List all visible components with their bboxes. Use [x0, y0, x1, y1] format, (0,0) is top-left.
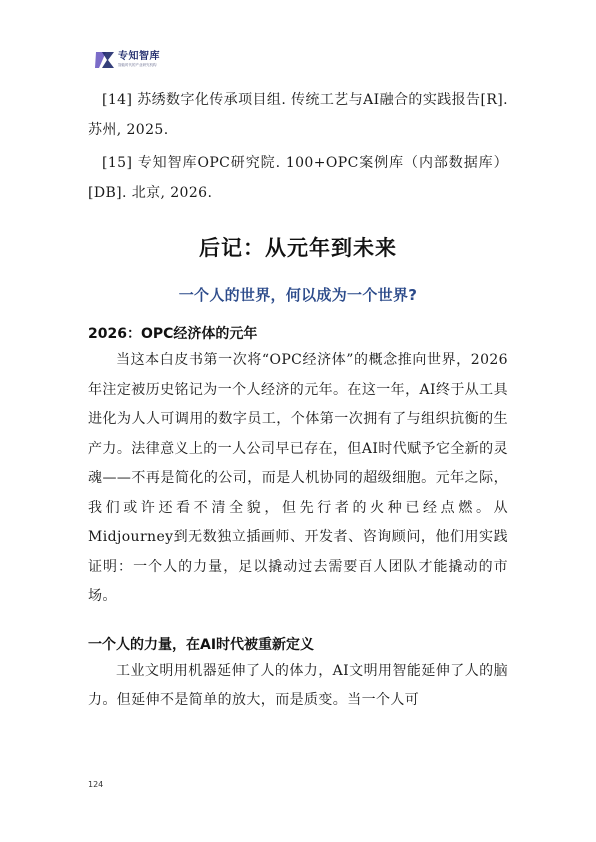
logo-tagline: 智能时代的产业研究机构: [118, 63, 157, 68]
logo-name: 专知智库: [118, 51, 160, 63]
afterword-subtitle: 一个人的世界，何以成为一个世界?: [178, 286, 418, 304]
section-paragraph-2026: 当这本白皮书第一次将“OPC经济体”的概念推向世界，2026年注定被历史铭记为一个人经济的元年。在这一年，AI终于从工具进化为人人可调用的数字员工，个体第一次拥有了与组织抗衡的生产力。法律意义上的一人公司早已存在，但AI时代赋予它全新的灵魂——不再是简化的公司，而是人机协同的超级细胞。元年之际，我们或许还看不清全貌，但先行者的火种已经点燃。从Midjourney到无数独立插画师、开发者、咨询顾问，他们用实践证明：一个人的力量，足以撬动过去需要百人团队才能撬动的市场。: [88, 352, 508, 604]
section-heading-power: 一个人的力量，在AI时代被重新定义: [88, 636, 315, 653]
header-logo: [94, 48, 160, 72]
section-paragraph-power: 工业文明用机器延伸了人的体力，AI文明用智能延伸了人的脑力。但延伸不是简单的放大，而是质变。当一个人可: [88, 662, 508, 708]
section-heading-2026: 2026：OPC经济体的元年: [88, 326, 258, 342]
reference-15: [15] 专知智库OPC研究院. 100+OPC案例库（内部数据库）[DB]. 北京, 2026.: [88, 155, 508, 201]
reference-14: [14] 苏绣数字化传承项目组. 传统工艺与AI融合的实践报告[R]. 苏州, 2025.: [88, 92, 508, 138]
page-content: [88, 86, 508, 716]
afterword-title: 后记：从元年到未来: [199, 236, 397, 260]
page-number: 124: [88, 780, 104, 789]
zhuanzhi-logo-icon: [94, 49, 116, 71]
